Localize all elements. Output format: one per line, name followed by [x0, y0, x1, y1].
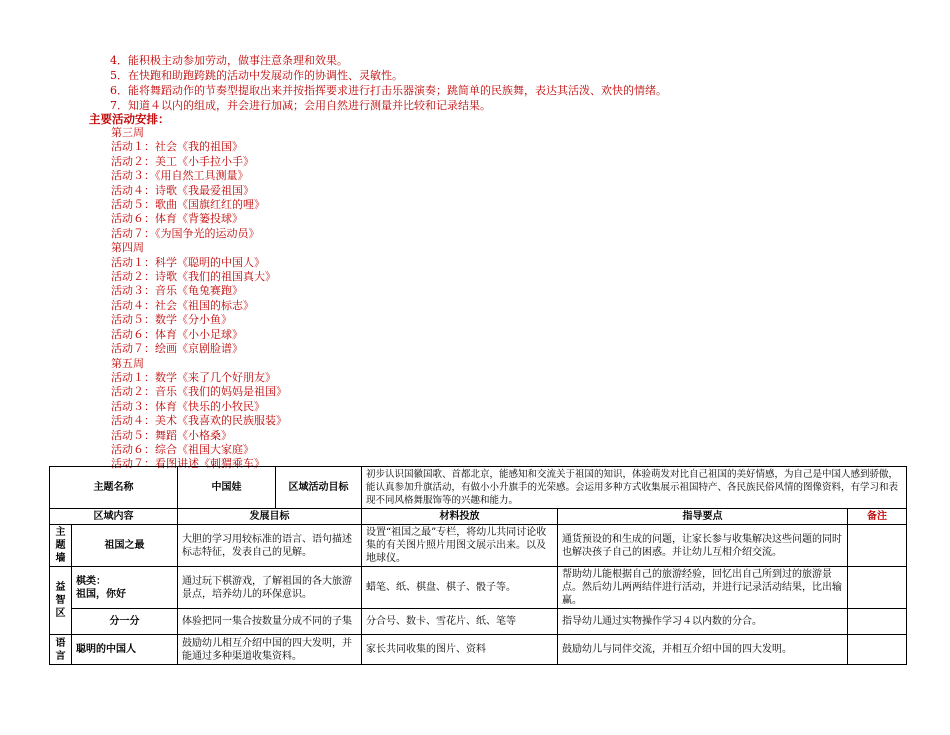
activity-item: 活动７：《为国争光的运动员》 [111, 226, 260, 240]
area-label: 益 智 区 [50, 567, 72, 635]
activity-item: 活动１：数学《来了几个好朋友》 [111, 370, 276, 384]
activity-item: 活动３：体育《快乐的小牧民》 [111, 399, 265, 413]
theme-name-label: 主题名称 [50, 467, 178, 509]
area-name: 分一分 [72, 609, 178, 635]
table-row [50, 525, 907, 567]
activity-item: 活动３：音乐《龟兔赛跑》 [111, 284, 243, 298]
activity-item: 活动１：科学《聪明的中国人》 [111, 255, 265, 269]
week-label: 第四周 [111, 241, 144, 255]
area-label: 语 言 [50, 635, 72, 665]
area-goal-label: 区域活动目标 [276, 467, 362, 509]
table-header-row [50, 509, 907, 525]
activity-item: 活动５：舞蹈《小格桑》 [111, 428, 232, 442]
table-row [50, 609, 907, 635]
area-goal: 大胆的学习用较标准的语言、语句描述标志特征，发表自己的见解。 [178, 525, 362, 567]
goal-item: 6．能将舞蹈动作的节奏型提取出来并按指挥要求进行打击乐器演奏；跳简单的民族舞，表达其活泼、欢快的情绪。 [110, 84, 667, 97]
activity-item: 活动２：诗歌《我们的祖国真大》 [111, 270, 276, 284]
area-material: 家长共同收集的图片、资料 [362, 635, 558, 665]
header-material: 材料投放 [362, 509, 558, 525]
header-note: 备注 [848, 509, 907, 525]
goal-item: 4．能积极主动参加劳动，做事注意条理和效果。 [110, 54, 348, 67]
activity-item: 活动７：看图讲述《刺猬乘车》 [111, 457, 265, 471]
activity-item: 活动４：诗歌《我最爱祖国》 [111, 183, 254, 197]
area-note [848, 567, 907, 609]
activity-item: 活动４：社会《祖国的标志》 [111, 298, 254, 312]
area-guide: 指导幼儿通过实物操作学习４以内数的分合。 [558, 609, 848, 635]
activity-item: 活动７：绘画《京剧脸谱》 [111, 342, 243, 356]
goals-list [110, 53, 667, 113]
area-material: 蜡笔、纸、棋盘、棋子、骰子等。 [362, 567, 558, 609]
area-guide: 鼓励幼儿与同伴交流，并相互介绍中国的四大发明。 [558, 635, 848, 665]
activity-item: 活动３：《用自然工具测量》 [111, 169, 249, 183]
activity-item: 活动６：综合《祖国大家庭》 [111, 442, 254, 456]
area-material: 分合号、数卡、雪花片、纸、笔等 [362, 609, 558, 635]
table-row [50, 635, 907, 665]
area-goal-text: 初步认识国徽国歌、首都北京，能感知和交流关于祖国的知识，体验萌发对比自己祖国的美好情感，为自己是中国人感到骄傲，能认真参加升旗活动，有做小小升旗手的光荣感。会运用多种方式收集展示祖国特产、各民族民俗风情的图像资料，有学习和表现不同风格舞服饰等的兴趣和能力。 [362, 467, 907, 509]
activity-item: 活动１：社会《我的祖国》 [111, 140, 243, 154]
area-label: 主 题 墙 [50, 525, 72, 567]
area-goal: 体验把同一集合按数量分成不同的子集 [178, 609, 362, 635]
table-row [50, 567, 907, 609]
activity-item: 活动４：美术《我喜欢的民族服装》 [111, 414, 287, 428]
activity-item: 活动６：体育《背篓投球》 [111, 212, 243, 226]
area-goal: 通过玩下棋游戏，了解祖国的各大旅游景点，培养幼儿的环保意识。 [178, 567, 362, 609]
activity-item: 活动６：体育《小小足球》 [111, 327, 243, 341]
area-name: 祖国之最 [72, 525, 178, 567]
goal-item: 5．在快跑和助跑跨跳的活动中发展动作的协调性、灵敏性。 [110, 69, 403, 82]
area-note [848, 525, 907, 567]
activity-item: 活动２：美工《小手拉小手》 [111, 154, 254, 168]
area-name: 聪明的中国人 [72, 635, 178, 665]
section-title: 主要活动安排： [89, 112, 170, 126]
theme-name-value: 中国娃 [178, 467, 276, 509]
area-guide: 帮助幼儿能根据自己的旅游经验，回忆出自己所到过的旅游景点。然后幼儿两两结伴进行活动，并进行记录活动结果，比出输赢。 [558, 567, 848, 609]
activity-item: 活动５：数学《分小鱼》 [111, 313, 232, 327]
header-content: 区域内容 [50, 509, 178, 525]
header-goal: 发展目标 [178, 509, 362, 525]
goal-item: 7．知道４以内的组成，并会进行加减；会用自然进行测量并比较和记录结果。 [110, 99, 491, 112]
activity-plan [111, 126, 287, 472]
header-guide: 指导要点 [558, 509, 848, 525]
week-label: 第五周 [111, 356, 144, 370]
week-label: 第三周 [111, 126, 144, 139]
activity-item: 活动２：音乐《我们的妈妈是祖国》 [111, 385, 287, 399]
area-material: 设置“祖国之最”专栏，将幼儿共同讨论收集的有关图片照片用图文展示出来。以及地球仪。 [362, 525, 558, 567]
activity-item: 活动５：歌曲《国旗红红的哩》 [111, 198, 265, 212]
area-note [848, 609, 907, 635]
area-goal: 鼓励幼儿相互介绍中国的四大发明，并能通过多种渠道收集资料。 [178, 635, 362, 665]
area-note [848, 635, 907, 665]
area-activity-table [49, 466, 907, 665]
theme-row [50, 467, 907, 509]
area-name: 棋类： 祖国，你好 [72, 567, 178, 609]
area-guide: 通货预设的和生成的问题，让家长参与收集解决这些问题的同时也解决孩子自己的困惑。并让幼儿互相介绍交流。 [558, 525, 848, 567]
